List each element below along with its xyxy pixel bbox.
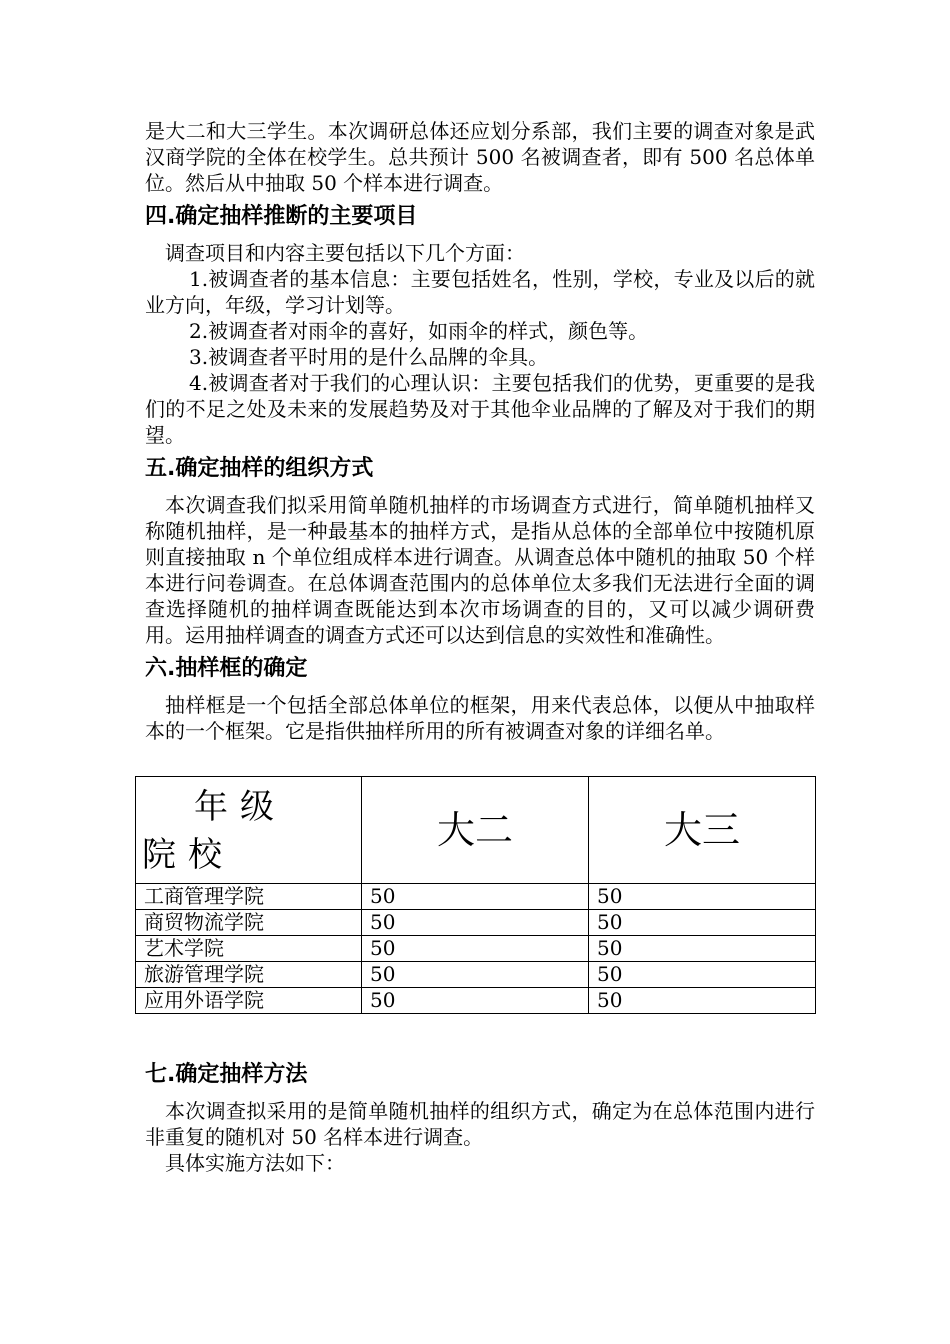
document-page <box>142 118 815 1176</box>
table-row <box>136 936 816 962</box>
row-college-name: 应用外语学院 <box>136 988 362 1014</box>
row-junior-count: 50 <box>589 936 816 962</box>
paragraph-5: 本次调查我们拟采用简单随机抽样的市场调查方式进行，简单随机抽样又称随机抽样，是一种最基本的抽样方式，是指从总体的全部单位中按随机原则直接抽取 n 个单位组成样本进行调查。从调查总体中随机的抽取 50 个样本进行问卷调查。在总体调查范围内的总体单位太多我们无法进行全面的调查选择随机的抽样调查既能达到本次市场调查的目的，又可以减少调研费用。运用抽样调查的调查方式还可以达到信息的实效性和准确性。 <box>145 493 815 647</box>
row-junior-count: 50 <box>589 988 816 1014</box>
row-college-name: 工商管理学院 <box>136 884 362 910</box>
row-sophomore-count: 50 <box>362 884 589 910</box>
row-sophomore-count: 50 <box>362 988 589 1014</box>
paragraph-6: 抽样框是一个包括全部总体单位的框架，用来代表总体，以便从中抽取样本的一个框架。它是指供抽样所用的所有被调查对象的详细名单。 <box>145 693 815 743</box>
spacer <box>145 1014 815 1054</box>
row-sophomore-count: 50 <box>362 962 589 988</box>
table-row <box>136 988 816 1014</box>
paragraph-4-intro: 调查项目和内容主要包括以下几个方面： <box>165 241 525 265</box>
section-heading-6: 六.抽样框的确定 <box>145 656 308 681</box>
column-header-junior: 大三 <box>589 777 816 884</box>
row-junior-count: 50 <box>589 962 816 988</box>
section-heading-7: 七.确定抽样方法 <box>145 1062 308 1087</box>
grade-college-table <box>135 776 816 1014</box>
list-item-4-2: 2.被调查者对雨伞的喜好，如雨伞的样式，颜色等。 <box>189 319 649 343</box>
list-item-4-1: 1.被调查者的基本信息：主要包括姓名，性别，学校，专业及以后的就业方向，年级，学习计划等。 <box>145 267 815 317</box>
row-junior-count: 50 <box>589 910 816 936</box>
table-corner-cell <box>136 777 362 884</box>
paragraph-intro: 是大二和大三学生。本次调研总体还应划分系部，我们主要的调查对象是武汉商学院的全体在校学生。总共预计 500 名被调查者，即有 500 名总体单位。然后从中抽取 50 个样本进行调查。 <box>145 119 815 195</box>
row-college-name: 商贸物流学院 <box>136 910 362 936</box>
column-header-sophomore: 大二 <box>362 777 589 884</box>
row-college-name: 旅游管理学院 <box>136 962 362 988</box>
list-item-4-4: 4.被调查者对于我们的心理认识：主要包括我们的优势，更重要的是我们的不足之处及未来的发展趋势及对于其他伞业品牌的了解及对于我们的期望。 <box>145 371 815 447</box>
list-item-4-3: 3.被调查者平时用的是什么品牌的伞具。 <box>189 345 549 369</box>
corner-label-grade: 年级 <box>194 787 286 827</box>
table-row <box>136 962 816 988</box>
table-row <box>136 910 816 936</box>
row-sophomore-count: 50 <box>362 910 589 936</box>
paragraph-7: 本次调查拟采用的是简单随机抽样的组织方式，确定为在总体范围内进行非重复的随机对 50 名样本进行调查。 <box>145 1099 815 1149</box>
row-college-name: 艺术学院 <box>136 936 362 962</box>
section-heading-4: 四.确定抽样推断的主要项目 <box>145 204 418 229</box>
paragraph-7-method: 具体实施方法如下： <box>165 1151 345 1175</box>
corner-label-college: 院校 <box>142 835 234 875</box>
row-sophomore-count: 50 <box>362 936 589 962</box>
section-heading-5: 五.确定抽样的组织方式 <box>145 456 374 481</box>
table-header-row <box>136 777 816 884</box>
table-row <box>136 884 816 910</box>
row-junior-count: 50 <box>589 884 816 910</box>
